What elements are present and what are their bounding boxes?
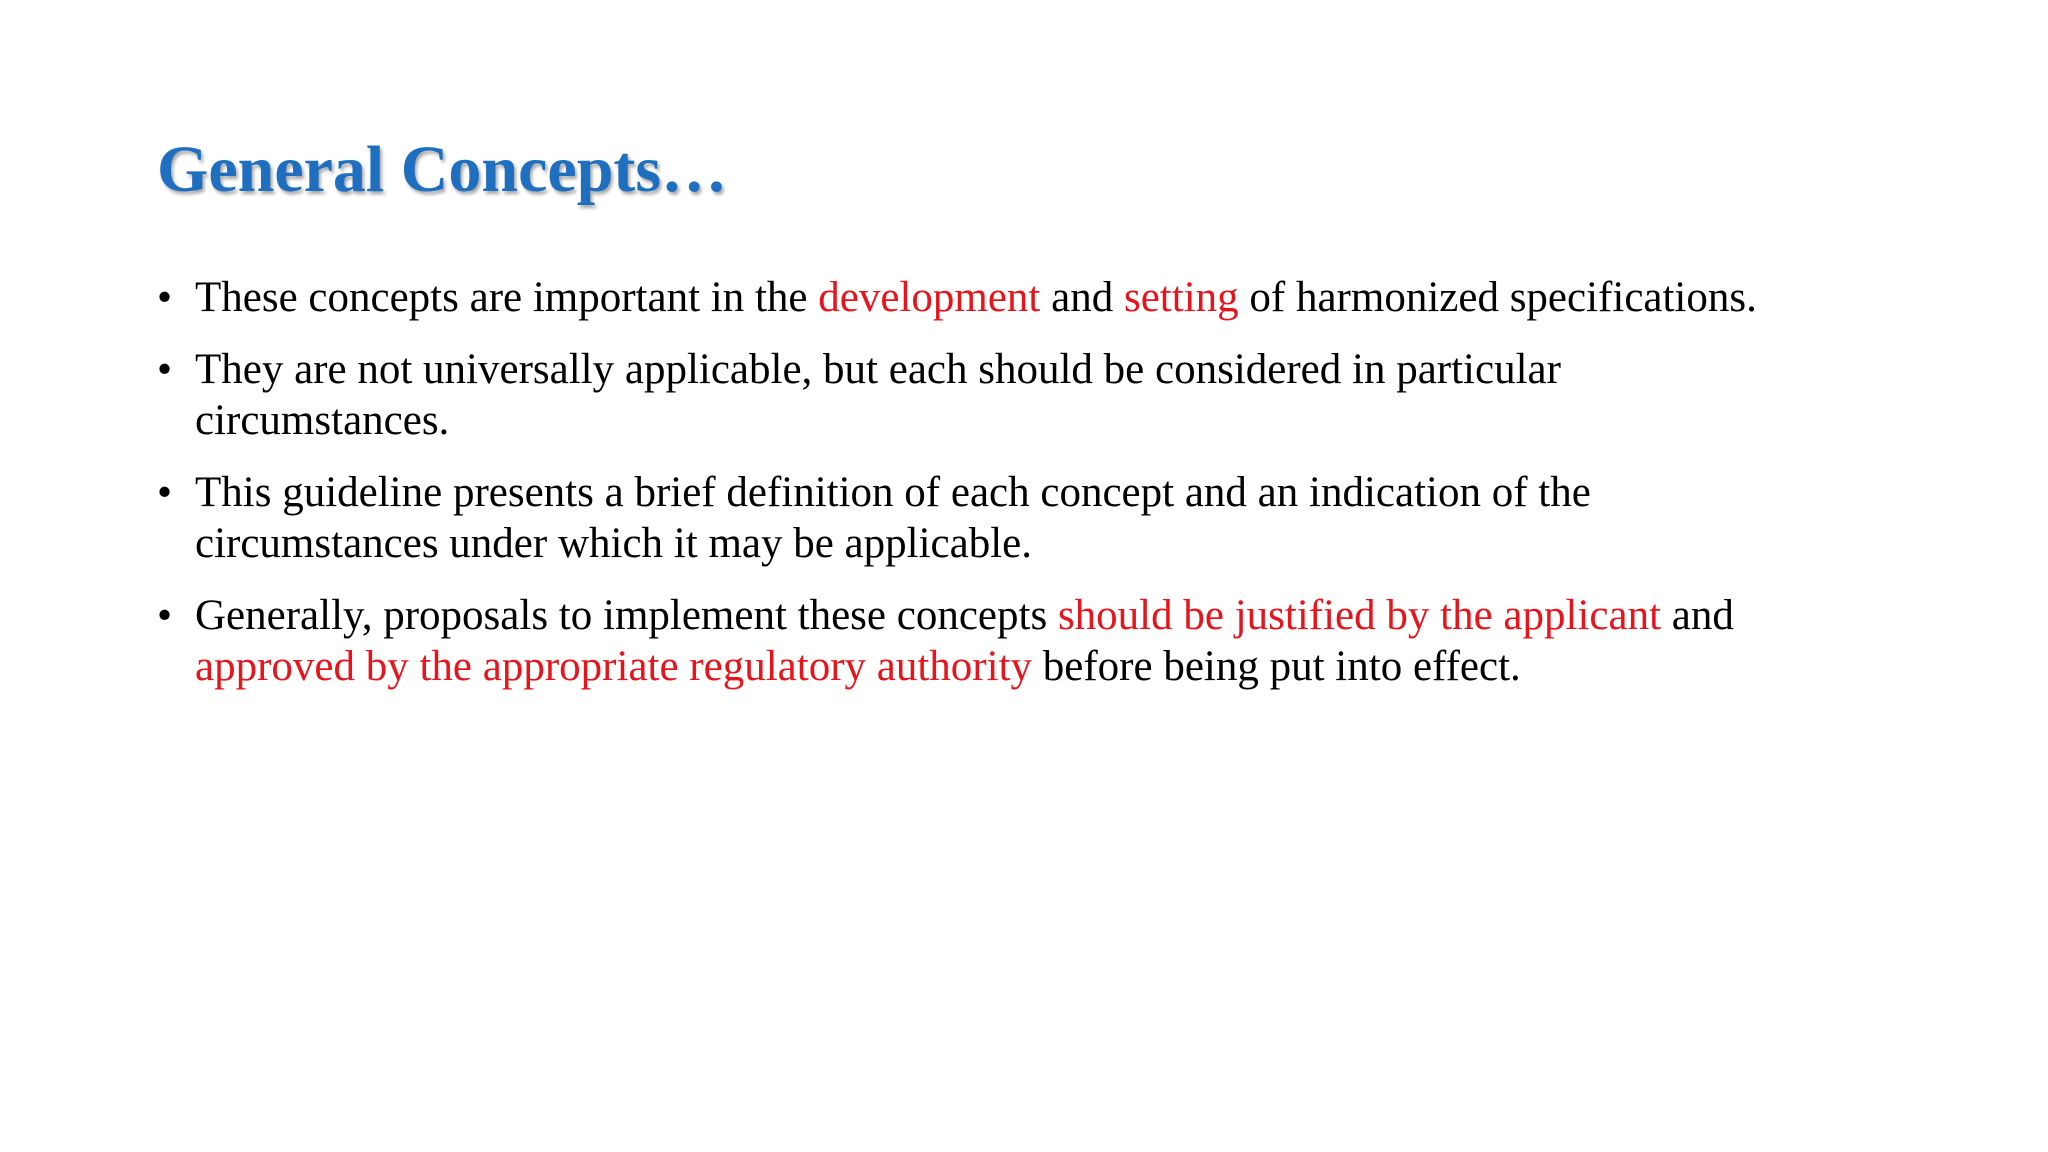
bullet-dot: • xyxy=(157,592,173,639)
emphasis-text: development xyxy=(818,274,1041,321)
text-run: circumstances. xyxy=(195,397,450,444)
text-run: circumstances under which it may be applicable. xyxy=(195,520,1032,567)
text-run: This guideline presents a brief definition of each concept and an indication of the xyxy=(195,469,1591,516)
bullet-dot: • xyxy=(157,274,173,321)
text-run: These concepts are important in the xyxy=(195,274,819,321)
bullet-line xyxy=(195,344,1957,395)
bullet-list xyxy=(157,272,1957,713)
text-run: Generally, proposals to implement these concepts xyxy=(195,592,1058,639)
bullet-line xyxy=(195,590,1957,641)
bullet-item xyxy=(157,344,1957,446)
bullet-line xyxy=(195,272,1957,323)
bullet-line xyxy=(195,467,1957,518)
bullet-line xyxy=(195,395,1957,446)
bullet-item xyxy=(157,467,1957,569)
slide-title: General Concepts… xyxy=(157,133,728,206)
text-run: They are not universally applicable, but each should be considered in particular xyxy=(195,346,1561,393)
emphasis-text: setting xyxy=(1123,274,1239,321)
text-run: before being put into effect. xyxy=(1032,643,1521,690)
text-run: of harmonized specifications. xyxy=(1238,274,1757,321)
bullet-dot: • xyxy=(157,469,173,516)
bullet-line xyxy=(195,641,1957,692)
emphasis-text: should be justified by the applicant xyxy=(1057,592,1662,639)
text-run: and xyxy=(1661,592,1734,639)
bullet-dot: • xyxy=(157,346,173,393)
emphasis-text: approved by the appropriate regulatory authority xyxy=(195,643,1033,690)
text-run: and xyxy=(1040,274,1124,321)
bullet-item xyxy=(157,590,1957,692)
bullet-line xyxy=(195,518,1957,569)
bullet-item xyxy=(157,272,1957,323)
